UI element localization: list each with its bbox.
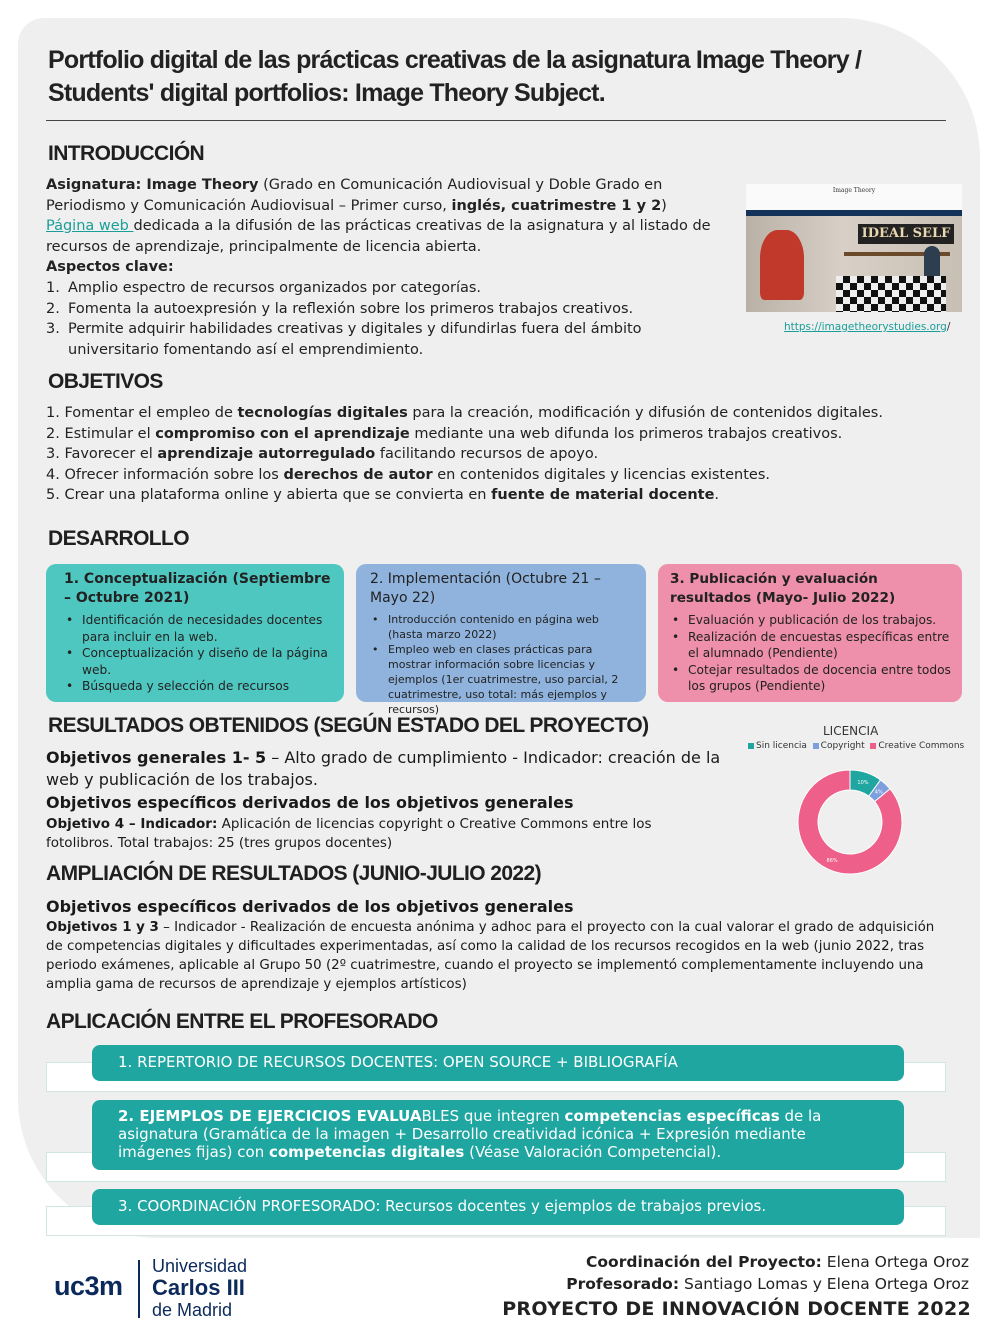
list-item: 3. Favorecer el aprendizaje autorregulado facilitando recursos de apoyo. (46, 446, 599, 462)
obj-post: mediante una web difunda los primeros trabajos creativos. (409, 425, 843, 442)
phase-bullet: • Conceptualización y diseño de la página web. (64, 645, 334, 678)
legend-label: Creative Commons (878, 741, 965, 751)
screenshot-title: Image Theory (832, 187, 876, 194)
bar2-text-1: BLES que integren (421, 1107, 565, 1125)
intro-subject (46, 175, 746, 278)
coord-label: Coordinación del Proyecto: (586, 1253, 822, 1271)
extension-bold: Objetivos 1 y 3 (46, 920, 159, 935)
chart-legend (748, 741, 964, 751)
uc3m-logo-short: uc3m (54, 1271, 123, 1301)
list-item: 4. Ofrecer información sobre los derechos de autor en contenidos digitales y licencias existentes. (46, 466, 770, 483)
obj4-bold: Objetivo 4 – Indicador: (46, 816, 218, 832)
obj-pre: Crear una plataforma online y abierta que se convierta en (64, 487, 492, 503)
obj-bold: tecnologías digitales (237, 405, 408, 421)
prof-names: Santiago Lomas y Elena Ortega Oroz (679, 1275, 969, 1293)
screenshot-scene (746, 216, 962, 312)
phase-bullets (64, 612, 334, 695)
subject-label: Asignatura: Image Theory (46, 177, 259, 193)
logo-line-2: Carlos III (152, 1275, 245, 1300)
list-item: 1. Amplio espectro de recursos organizados por categorías. (46, 280, 482, 296)
red-figure (760, 230, 804, 300)
subject-end: ) (661, 197, 667, 214)
general-bold: Objetivos generales 1- 5 (46, 748, 267, 767)
logo-divider (138, 1260, 140, 1318)
uc3m-logo-full (152, 1256, 247, 1320)
phase-title-wrap (370, 570, 636, 608)
bar2-text-2: de la asignatura (Gramática de la imagen + Desarrollo creatividad icónica + Expresión mediante imágenes fijas) con (118, 1107, 822, 1161)
phase-title: 3. Publicación y evaluación resultados (Mayo- Julio 2022) (670, 571, 896, 606)
intro-heading: INTRODUCCIÓN (48, 142, 205, 165)
list-item: 2. Estimular el compromiso con el aprendizaje mediante una web difunda los primeros trabajos creativos. (46, 425, 843, 442)
legend-item (870, 741, 964, 751)
logo-line-3: de Madrid (152, 1300, 233, 1320)
bar2-bold-3: competencias digitales (268, 1143, 465, 1161)
phase-bullet: • Empleo web en clases prácticas para mostrar información sobre licencias y ejemplos (1er cuatrimestre, uso parcial, 2 cuatrimestre, uso total: más ejemplos y recursos) (370, 642, 636, 717)
subject-desc: (Grado en Comunicación Audiovisual y Doble Grado en Periodismo y Comunicación Audiovisual – Primer curso, (46, 177, 663, 214)
list-item: 2. Fomenta la autoexpresión y la reflexión sobre los primeros trabajos creativos. (46, 300, 634, 317)
application-bar-3: 3. COORDINACIÓN PROFESORADO: Recursos docentes y ejemplos de trabajos previos. (92, 1189, 904, 1225)
phase-box-3 (658, 564, 962, 702)
obj-post: facilitando recursos de apoyo. (375, 446, 599, 462)
extension-specific-heading: Objetivos específicos derivados de los objetivos generales (46, 897, 574, 916)
objectives-heading: OBJETIVOS (48, 370, 163, 393)
website-url (784, 321, 950, 333)
faculty-line (566, 1273, 969, 1295)
obj-bold: compromiso con el aprendizaje (155, 425, 410, 442)
phase-title: 1. Conceptualización (Septiembre – Octubre 2021) (64, 571, 331, 606)
obj-pre: Favorecer el (64, 446, 158, 462)
website-url-link[interactable]: https://imagetheorystudies.org (784, 321, 947, 333)
application-heading: APLICACIÓN ENTRE EL PROFESORADO (46, 1010, 438, 1033)
extension-body: – Indicador - Realización de encuesta anónima y adhoc para el proyecto con la cual valorar el grado de adquisición de competencias digitales y dificultades experimentadas, así como la calidad de los recursos recogidos en la web (junio 2022, tras periodo exámenes, aplicable al Grupo 50 (2º cuatrimestre, cuando el proyecto se implementó complementamente incluyendo una amplia gama de recursos de aprendizaje y ejemplos artísticos) (46, 920, 935, 992)
phase-box-2 (356, 564, 646, 716)
obj-pre: Ofrecer información sobre los (64, 466, 284, 483)
ideal-self-sign: IDEAL SELF (858, 224, 954, 244)
legend-swatch-0 (748, 743, 754, 749)
extension-text (46, 918, 946, 994)
legend-label: Sin licencia (756, 741, 807, 751)
phase-bullets (670, 612, 952, 695)
title-divider (46, 120, 946, 121)
footer-credits (566, 1251, 969, 1295)
phase-bullet: • Introducción contenido en página web (hasta marzo 2022) (370, 612, 636, 642)
project-title: PROYECTO DE INNOVACIÓN DOCENTE 2022 (502, 1298, 971, 1320)
phase-bullet: • Búsqueda y selección de recursos (64, 678, 334, 695)
coordination-line (566, 1251, 969, 1273)
chart-title: LICENCIA (823, 724, 879, 738)
obj-pre: Estimular el (64, 425, 156, 442)
obj-post: en contenidos digitales y licencias existentes. (432, 466, 770, 483)
subject-bold: inglés, cuatrimestre 1 y 2 (451, 197, 662, 214)
obj-bold: aprendizaje autorregulado (157, 446, 376, 462)
results-heading: RESULTADOS OBTENIDOS (SEGÚN ESTADO DEL PROYECTO) (48, 714, 649, 737)
legend-swatch-2 (870, 743, 876, 749)
phase-bullet: • Realización de encuestas específicas entre el alumnado (Pendiente) (670, 629, 952, 662)
obj-bold: derechos de autor (283, 466, 433, 483)
list-item: 1. Fomentar el empleo de tecnologías digitales para la creación, modificación y difusión de contenidos digitales. (46, 405, 883, 421)
phase-box-1 (46, 564, 344, 702)
obj-pre: Fomentar el empleo de (64, 405, 238, 421)
list-item-text: Fomenta la autoexpresión y la reflexión sobre los primeros trabajos creativos. (68, 300, 634, 317)
list-item-text: Permite adquirir habilidades creativas y digitales y difundirlas fuera del ámbito universitario fomentando así el emprendimiento. (68, 321, 642, 358)
results-general (46, 747, 736, 791)
web-page-link[interactable]: Página web (46, 218, 134, 234)
application-bar-2 (92, 1100, 904, 1170)
coord-name: Elena Ortega Oroz (821, 1253, 969, 1271)
phase-bullet: • Evaluación y publicación de los trabajos. (670, 612, 952, 629)
checker-floor (836, 276, 946, 312)
screenshot-header (746, 184, 962, 210)
obj-post: . (714, 487, 720, 503)
license-donut-chart (790, 762, 910, 882)
objectives-list (46, 403, 956, 506)
phase-title: 2. Implementación (Octubre 21 – Mayo 22) (370, 571, 601, 606)
development-heading: DESARROLLO (48, 527, 190, 550)
bar2-bold-1: 2. EJEMPLOS DE EJERCICIOS EVALUA (118, 1107, 422, 1125)
results-specific-heading: Objetivos específicos derivados de los objetivos generales (46, 793, 574, 812)
legend-item (748, 741, 807, 751)
obj-bold: fuente de material docente (491, 487, 715, 503)
list-item-text: Amplio espectro de recursos organizados por categorías. (68, 280, 482, 296)
phase-bullet: • Cotejar resultados de docencia entre todos los grupos (Pendiente) (670, 662, 952, 695)
web-desc: dedicada a la difusión de las prácticas creativas de la asignatura y al listado de recursos de aprendizaje, principalmente de licencia abierta. (46, 218, 711, 255)
bar2-text-3: (Véase Valoración Competencial). (464, 1143, 722, 1161)
bar2-bold-2: competencias específicas (564, 1107, 780, 1125)
donut-label-0: 10% (857, 780, 869, 787)
key-aspects-label: Aspectos clave: (46, 259, 174, 275)
logo-line-1: Universidad (152, 1256, 248, 1276)
url-end: / (946, 321, 951, 333)
obj4-text: Aplicación de licencias copyright o Creative Commons entre los fotolibros. Total trabajos: 25 (tres grupos docentes) (46, 816, 652, 851)
page-title: Portfolio digital de las prácticas creativas de la asignatura Image Theory / Students' digital portfolios: Image Theory Subject. (48, 46, 862, 107)
phase-bullets (370, 612, 636, 717)
key-aspects-list (46, 278, 736, 360)
list-item: 5. Crear una plataforma online y abierta que se convierta en fuente de material docente. (46, 487, 720, 503)
list-item: 3. Permite adquirir habilidades creativas y digitales y difundirlas fuera del ámbito universitario fomentando así el emprendimiento. (46, 319, 736, 360)
results-obj4 (46, 815, 686, 853)
application-bar-1: 1. REPERTORIO DE RECURSOS DOCENTES: OPEN SOURCE + BIBLIOGRAFÍA (92, 1045, 904, 1081)
general-text: – Alto grado de cumplimiento - Indicador: creación de la web y publicación de los trabajos. (46, 748, 721, 789)
obj-post: para la creación, modificación y difusión de contenidos digitales. (407, 405, 883, 421)
legend-item (813, 741, 865, 751)
extension-heading: AMPLIACIÓN DE RESULTADOS (JUNIO-JULIO 2022) (46, 862, 541, 885)
phase-bullet: • Identificación de necesidades docentes para incluir en la web. (64, 612, 334, 645)
legend-swatch-1 (813, 743, 819, 749)
website-screenshot (746, 184, 962, 312)
legend-label: Copyright (820, 741, 865, 751)
donut-label-2: 86% (826, 858, 838, 865)
donut-label-1: 4% (874, 789, 883, 796)
prof-label: Profesorado: (566, 1275, 680, 1293)
